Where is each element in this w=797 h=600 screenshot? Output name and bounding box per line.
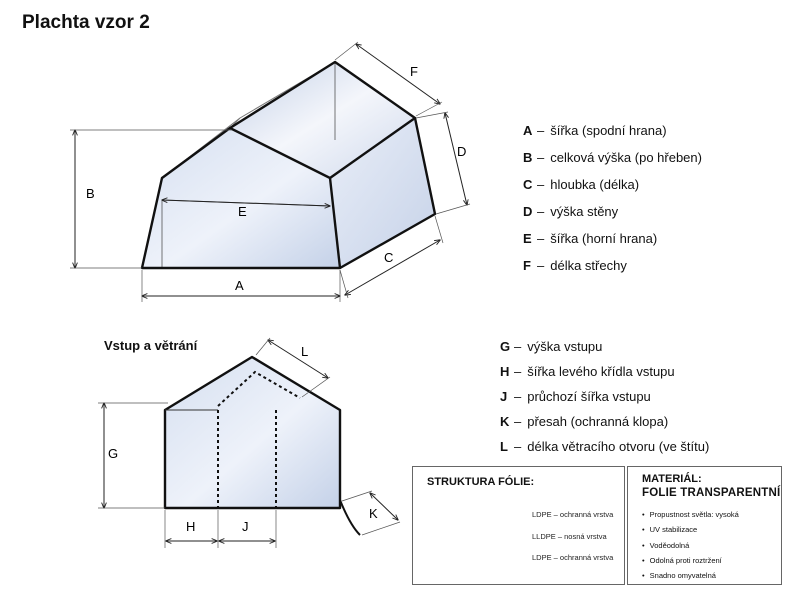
dim-label-H: H (186, 519, 196, 534)
dim-label-L: L (301, 344, 309, 359)
dim-label-K: K (369, 506, 378, 521)
list-item: • Odolná proti roztržení (642, 556, 739, 565)
legend-item: K – přesah (ochranná klopa) (500, 414, 669, 429)
structure-heading: STRUKTURA FÓLIE: (427, 476, 535, 488)
list-item: • Voděodolná (642, 541, 739, 550)
dim-label-G: G (108, 446, 119, 461)
legend-item: E – šířka (horní hrana) (523, 231, 658, 246)
layer-label-top: LDPE – ochranná vrstva (532, 510, 614, 519)
dim-label-E: E (238, 204, 247, 219)
layer-label-bottom: LDPE – ochranná vrstva (532, 553, 614, 562)
tent-3d (70, 42, 470, 302)
dim-label-D: D (457, 144, 467, 159)
material-properties-list (642, 510, 739, 586)
list-item: • Snadno omyvatelná (642, 571, 739, 580)
dim-label-B: B (86, 186, 95, 201)
layer-label-middle: LLDPE – nosná vrstva (532, 532, 607, 541)
material-box (627, 466, 782, 585)
dim-label-J: J (242, 519, 249, 534)
entry-section-title: Vstup a větrání (104, 338, 198, 353)
protective-flap (340, 500, 360, 535)
list-item: • UV stabilizace (642, 525, 739, 534)
dim-label-C: C (384, 250, 394, 265)
material-heading: MATERIÁL: (642, 473, 702, 485)
legend-item: D – výška stěny (523, 204, 619, 219)
material-type: FOLIE TRANSPARENTNÍ (642, 487, 781, 499)
legend-item: J – průchozí šířka vstupu (500, 389, 651, 404)
legend-item: G – výška vstupu (500, 339, 603, 354)
entry-diagram (98, 338, 400, 548)
legend-item: F – délka střechy (523, 258, 627, 273)
legend-item: B – celková výška (po hřeben) (523, 150, 702, 165)
list-item: • Propustnost světla: vysoká (642, 510, 739, 519)
dim-label-F: F (410, 64, 418, 79)
page-title: Plachta vzor 2 (22, 12, 150, 33)
foil-structure-box (412, 466, 625, 585)
legend-item: A – šířka (spodní hrana) (523, 123, 667, 138)
legend-item: H – šířka levého křídla vstupu (500, 364, 675, 379)
legend-item: C – hloubka (délka) (523, 177, 640, 192)
front-wall (165, 357, 340, 508)
dim-label-A: A (235, 278, 244, 293)
legend-item: L – délka větracího otvoru (ve štítu) (500, 439, 710, 454)
